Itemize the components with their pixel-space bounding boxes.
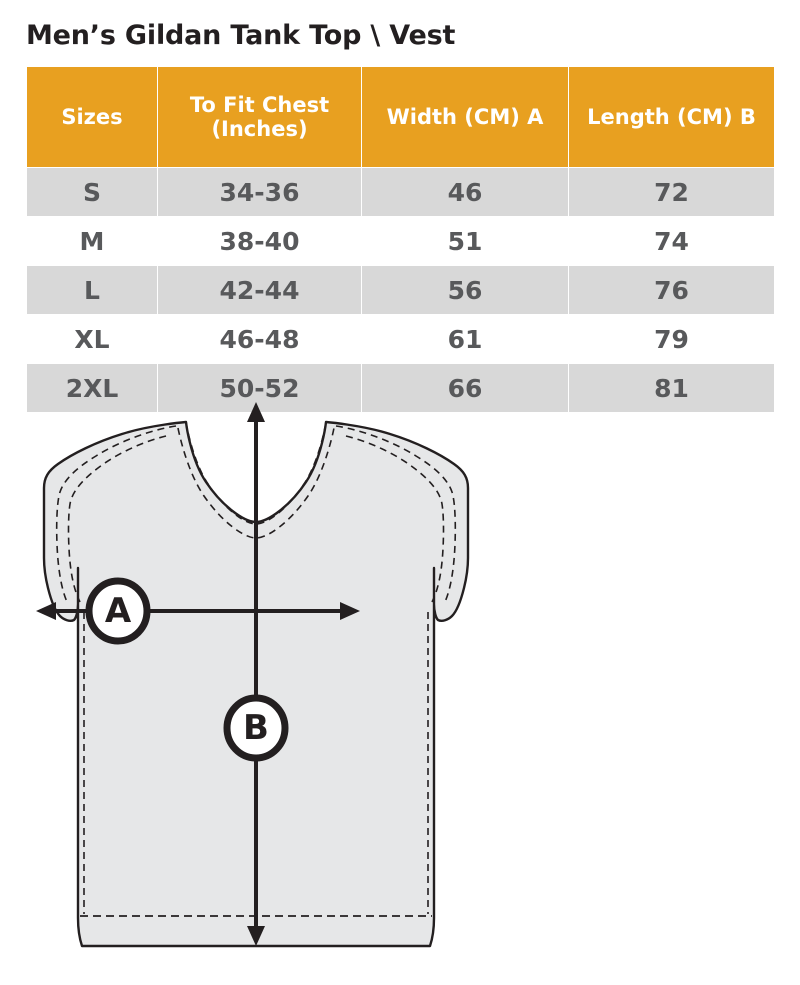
cell-size: L bbox=[27, 266, 158, 315]
cell-width: 61 bbox=[362, 315, 569, 364]
cell-length: 74 bbox=[569, 217, 775, 266]
table-row bbox=[27, 266, 775, 315]
cell-width: 51 bbox=[362, 217, 569, 266]
cell-length: 81 bbox=[569, 364, 775, 413]
cell-length: 76 bbox=[569, 266, 775, 315]
table-row bbox=[27, 315, 775, 364]
cell-size: 2XL bbox=[27, 364, 158, 413]
table-body bbox=[27, 168, 775, 413]
table-row bbox=[27, 168, 775, 217]
column-header-width: Width (CM) A bbox=[362, 67, 569, 168]
marker-b bbox=[227, 698, 285, 758]
marker-a-label: A bbox=[104, 591, 132, 631]
cell-chest: 50-52 bbox=[158, 364, 362, 413]
cell-size: S bbox=[27, 168, 158, 217]
cell-length: 72 bbox=[569, 168, 775, 217]
cell-width: 56 bbox=[362, 266, 569, 315]
cell-width: 46 bbox=[362, 168, 569, 217]
garment-diagram bbox=[0, 398, 800, 985]
table-header bbox=[27, 67, 775, 168]
marker-a bbox=[89, 581, 147, 641]
cell-chest: 34-36 bbox=[158, 168, 362, 217]
cell-chest: 46-48 bbox=[158, 315, 362, 364]
cell-length: 79 bbox=[569, 315, 775, 364]
cell-size: M bbox=[27, 217, 158, 266]
cell-size: XL bbox=[27, 315, 158, 364]
marker-b-label: B bbox=[243, 708, 269, 748]
column-header-chest: To Fit Chest (Inches) bbox=[158, 67, 362, 168]
cell-width: 66 bbox=[362, 364, 569, 413]
size-table bbox=[26, 66, 775, 413]
cell-chest: 42-44 bbox=[158, 266, 362, 315]
table-header-row bbox=[27, 67, 775, 168]
column-header-length: Length (CM) B bbox=[569, 67, 775, 168]
table-row bbox=[27, 217, 775, 266]
page-title: Men’s Gildan Tank Top \ Vest bbox=[26, 20, 456, 51]
cell-chest: 38-40 bbox=[158, 217, 362, 266]
column-header-sizes: Sizes bbox=[27, 67, 158, 168]
